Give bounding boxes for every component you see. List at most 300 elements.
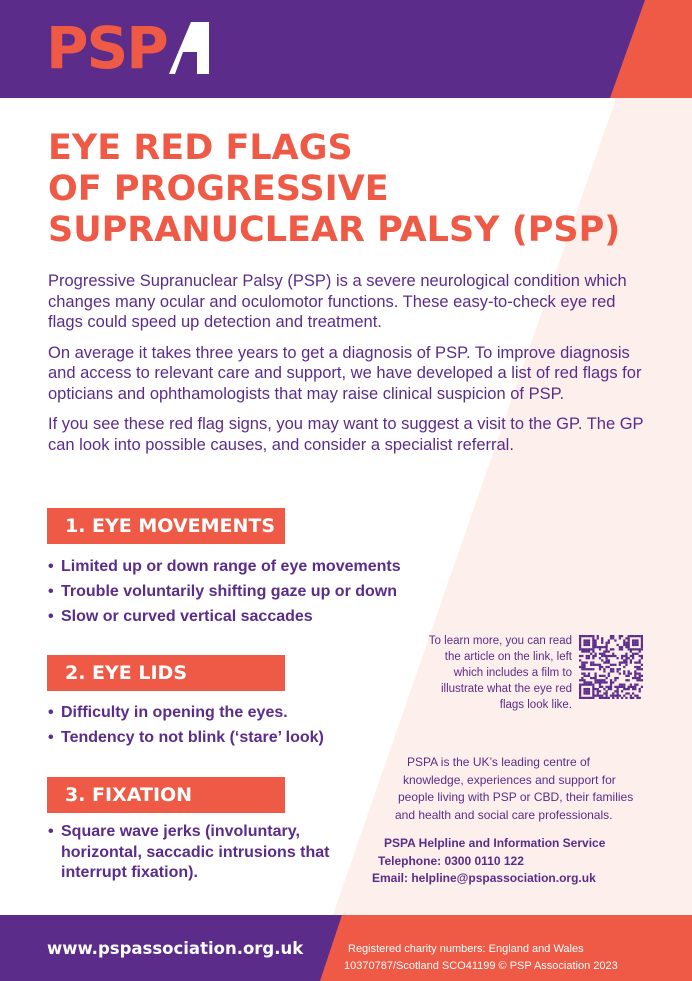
qr-module: [641, 646, 643, 648]
registration-line: Registered charity numbers: England and Wales: [348, 943, 584, 955]
qr-module: [621, 655, 623, 657]
logo-slash-a-mark: [169, 22, 209, 74]
qr-module: [586, 650, 588, 652]
qr-module: [625, 655, 627, 657]
qr-module: [634, 673, 636, 675]
qr-module: [617, 692, 619, 694]
eye-lids-list: [48, 700, 324, 750]
list-item: • Limited up or down range of eye movements: [48, 554, 401, 579]
qr-module: [583, 666, 585, 668]
qr-module: [579, 692, 581, 694]
qr-module: [623, 684, 625, 686]
qr-module: [634, 695, 636, 697]
qr-module: [579, 637, 581, 639]
qr-module: [625, 657, 627, 659]
qr-module: [599, 648, 601, 650]
qr-module: [628, 675, 630, 677]
qr-module: [636, 648, 638, 650]
qr-module: [590, 648, 592, 650]
qr-module: [592, 677, 594, 679]
qr-module: [579, 644, 581, 646]
qr-module: [592, 661, 594, 663]
about-line: PSPA is the UK’s leading centre of: [407, 755, 590, 769]
qr-module: [632, 648, 634, 650]
helpline-service: PSPA Helpline and Information Service: [384, 836, 606, 850]
qr-module: [579, 697, 581, 699]
qr-module: [583, 635, 585, 637]
qr-module: [599, 695, 601, 697]
qr-module: [605, 677, 607, 679]
qr-module: [636, 642, 638, 644]
qr-module: [586, 684, 588, 686]
qr-module: [601, 681, 603, 683]
qr-module: [586, 692, 588, 694]
qr-module: [583, 642, 585, 644]
qr-module: [617, 695, 619, 697]
qr-module: [588, 648, 590, 650]
qr-module: [579, 639, 581, 641]
qr-module: [608, 661, 610, 663]
qr-module: [632, 692, 634, 694]
qr-module: [628, 679, 630, 681]
qr-module: [641, 644, 643, 646]
qr-module: [603, 668, 605, 670]
qr-module: [597, 690, 599, 692]
qr-module: [608, 697, 610, 699]
qr-module: [586, 661, 588, 663]
qr-module: [601, 659, 603, 661]
qr-module: [599, 679, 601, 681]
qr-module: [581, 697, 583, 699]
qr-module: [603, 670, 605, 672]
qr-module: [608, 686, 610, 688]
qr-module: [623, 642, 625, 644]
qr-module: [632, 635, 634, 637]
qr-module: [636, 697, 638, 699]
qr-module: [630, 686, 632, 688]
qr-module: [590, 635, 592, 637]
qr-module: [581, 666, 583, 668]
qr-module: [590, 668, 592, 670]
qr-module: [583, 644, 585, 646]
qr-module: [623, 666, 625, 668]
qr-module: [586, 655, 588, 657]
qr-module: [610, 670, 612, 672]
qr-module: [605, 650, 607, 652]
qr-module: [634, 661, 636, 663]
qr-module: [603, 697, 605, 699]
qr-module: [583, 664, 585, 666]
qr-module: [605, 666, 607, 668]
qr-module: [610, 648, 612, 650]
qr-module: [605, 692, 607, 694]
qr-module: [588, 657, 590, 659]
qr-module: [641, 635, 643, 637]
title-line-3: SUPRANUCLEAR PALSY (PSP): [48, 210, 621, 250]
qr-module: [632, 686, 634, 688]
qr-module: [601, 695, 603, 697]
qr-module: [634, 666, 636, 668]
qr-module: [601, 679, 603, 681]
qr-module: [636, 661, 638, 663]
qr-module: [623, 644, 625, 646]
qr-module: [594, 644, 596, 646]
qr-module: [639, 688, 641, 690]
qr-module: [601, 686, 603, 688]
qr-module: [605, 657, 607, 659]
qr-module: [639, 635, 641, 637]
qr-module: [581, 673, 583, 675]
qr-module: [623, 673, 625, 675]
list-item: • Slow or curved vertical saccades: [48, 604, 401, 629]
email[interactable]: Email: helpline@pspassociation.org.uk: [372, 871, 596, 885]
qr-module: [619, 684, 621, 686]
qr-module: [625, 637, 627, 639]
qr-module: [583, 639, 585, 641]
qr-module: [639, 668, 641, 670]
telephone[interactable]: Telephone: 0300 0110 122: [378, 853, 524, 868]
qr-module: [594, 673, 596, 675]
qr-module: [590, 653, 592, 655]
qr-module: [592, 635, 594, 637]
qr-module: [592, 655, 594, 657]
qr-module: [636, 695, 638, 697]
qr-module: [628, 644, 630, 646]
qr-module: [579, 655, 581, 657]
qr-module: [612, 681, 614, 683]
qr-module: [592, 697, 594, 699]
qr-module: [612, 664, 614, 666]
qr-module: [617, 697, 619, 699]
qr-module: [586, 644, 588, 646]
qr-module: [608, 688, 610, 690]
qr-module: [614, 679, 616, 681]
qr-module: [586, 642, 588, 644]
qr-module: [586, 668, 588, 670]
qr-module: [619, 695, 621, 697]
qr-module: [588, 675, 590, 677]
qr-module: [599, 675, 601, 677]
qr-module: [583, 668, 585, 670]
qr-module: [579, 688, 581, 690]
qr-module: [588, 642, 590, 644]
qr-module: [636, 673, 638, 675]
qr-module: [597, 664, 599, 666]
qr-module: [581, 668, 583, 670]
qr-module: [641, 637, 643, 639]
list-item: • Square wave jerks (involuntary, horizontal, saccadic intrusions that interrupt fixation).: [48, 822, 338, 884]
qr-module: [636, 666, 638, 668]
qr-module: [628, 692, 630, 694]
qr-module: [621, 635, 623, 637]
qr-module: [610, 637, 612, 639]
qr-module: [599, 686, 601, 688]
qr-module: [614, 664, 616, 666]
qr-module: [621, 646, 623, 648]
list-item: • Tendency to not blink (‘stare’ look): [48, 725, 324, 750]
qr-module: [630, 650, 632, 652]
qr-module: [592, 646, 594, 648]
qr-module: [641, 679, 643, 681]
qr-module: [625, 653, 627, 655]
qr-module: [594, 642, 596, 644]
qr-module: [590, 684, 592, 686]
qr-module: [579, 648, 581, 650]
qr-module: [621, 690, 623, 692]
qr-module: [612, 670, 614, 672]
qr-module: [588, 639, 590, 641]
qr-module: [592, 692, 594, 694]
qr-module: [630, 695, 632, 697]
qr-module: [594, 675, 596, 677]
qr-module: [579, 695, 581, 697]
eye-movements-list: [48, 554, 401, 629]
fixation-list: [48, 822, 338, 884]
qr-module: [608, 639, 610, 641]
qr-module: [603, 688, 605, 690]
qr-module: [610, 688, 612, 690]
qr-module: [619, 686, 621, 688]
qr-module: [632, 655, 634, 657]
qr-module: [599, 657, 601, 659]
qr-module: [636, 668, 638, 670]
qr-module: [586, 635, 588, 637]
qr-module: [634, 644, 636, 646]
qr-module: [623, 661, 625, 663]
qr-module: [581, 650, 583, 652]
about-line: people living with PSP or CBD, their families: [398, 790, 634, 804]
qr-module: [605, 642, 607, 644]
qr-module: [601, 646, 603, 648]
qr-module: [614, 686, 616, 688]
qr-module: [608, 642, 610, 644]
qr-module: [632, 642, 634, 644]
qr-module: [617, 668, 619, 670]
qr-module: [614, 695, 616, 697]
qr-module: [641, 668, 643, 670]
qr-module: [614, 690, 616, 692]
qr-module: [623, 686, 625, 688]
qr-module: [586, 681, 588, 683]
qr-module: [623, 639, 625, 641]
qr-module: [632, 677, 634, 679]
qr-module: [592, 664, 594, 666]
qr-module: [588, 681, 590, 683]
qr-module: [601, 642, 603, 644]
qr-module: [625, 664, 627, 666]
qr-module: [605, 644, 607, 646]
qr-module: [612, 653, 614, 655]
qr-module: [612, 695, 614, 697]
list-item: • Difficulty in opening the eyes.: [48, 700, 324, 725]
qr-module: [612, 692, 614, 694]
qr-module: [586, 648, 588, 650]
qr-module: [623, 659, 625, 661]
qr-module: [639, 661, 641, 663]
qr-module: [634, 642, 636, 644]
qr-module: [634, 688, 636, 690]
qr-module: [581, 635, 583, 637]
qr-module: [632, 697, 634, 699]
qr-module: [625, 661, 627, 663]
qr-module: [583, 684, 585, 686]
qr-module: [590, 681, 592, 683]
qr-module: [628, 635, 630, 637]
qr-module: [619, 661, 621, 663]
qr-module: [641, 642, 643, 644]
qr-module: [621, 686, 623, 688]
qr-module: [599, 684, 601, 686]
qr-module: [639, 690, 641, 692]
qr-module: [594, 695, 596, 697]
qr-module: [603, 646, 605, 648]
website-link[interactable]: www.pspassociation.org.uk: [47, 939, 304, 958]
qr-module: [586, 639, 588, 641]
qr-module: [610, 681, 612, 683]
qr-module: [639, 679, 641, 681]
qr-module: [601, 675, 603, 677]
qr-module: [590, 661, 592, 663]
qr-module: [583, 697, 585, 699]
qr-module: [581, 677, 583, 679]
qr-module: [594, 639, 596, 641]
qr-module: [641, 639, 643, 641]
qr-module: [628, 670, 630, 672]
qr-caption: To learn more, you can read the article on the link, left which includes a film to illustrate what the eye red flags look like.: [428, 635, 572, 711]
qr-module: [599, 681, 601, 683]
qr-module: [608, 655, 610, 657]
qr-module: [581, 664, 583, 666]
qr-module: [586, 657, 588, 659]
qr-module: [588, 635, 590, 637]
qr-module: [597, 681, 599, 683]
qr-module: [619, 637, 621, 639]
qr-module: [605, 646, 607, 648]
qr-module: [590, 677, 592, 679]
qr-module: [612, 637, 614, 639]
qr-module: [583, 690, 585, 692]
qr-module: [639, 650, 641, 652]
qr-module: [617, 688, 619, 690]
qr-code[interactable]: [579, 635, 643, 699]
qr-module: [597, 646, 599, 648]
qr-module: [599, 664, 601, 666]
qr-module: [592, 695, 594, 697]
qr-module: [625, 642, 627, 644]
qr-module: [586, 688, 588, 690]
qr-module: [621, 697, 623, 699]
qr-module: [625, 679, 627, 681]
qr-module: [608, 659, 610, 661]
qr-module: [619, 635, 621, 637]
qr-module: [630, 655, 632, 657]
qr-module: [588, 655, 590, 657]
qr-module: [608, 666, 610, 668]
qr-module: [586, 690, 588, 692]
qr-module: [612, 697, 614, 699]
qr-module: [634, 684, 636, 686]
qr-module: [603, 679, 605, 681]
section-heading-fixation: 3. FIXATION: [47, 777, 285, 813]
page-title: [48, 128, 688, 251]
qr-module: [588, 650, 590, 652]
qr-module: [634, 675, 636, 677]
qr-module: [594, 688, 596, 690]
qr-module: [628, 637, 630, 639]
qr-module: [581, 679, 583, 681]
qr-module: [597, 692, 599, 694]
contact-info: [372, 835, 672, 888]
qr-module: [632, 653, 634, 655]
qr-module: [608, 650, 610, 652]
qr-module: [599, 668, 601, 670]
intro-paragraph-3: If you see these red flag signs, you may want to suggest a visit to the GP. The GP can look into possible causes, and consider a specialist referral.: [48, 415, 644, 454]
qr-module: [599, 697, 601, 699]
qr-module: [592, 668, 594, 670]
qr-module: [583, 681, 585, 683]
qr-module: [623, 655, 625, 657]
qr-module: [625, 697, 627, 699]
qr-module: [612, 635, 614, 637]
qr-module: [621, 661, 623, 663]
qr-module: [617, 657, 619, 659]
pspa-logo: [46, 14, 209, 82]
qr-module: [603, 650, 605, 652]
title-line-1: EYE RED FLAGS: [48, 128, 353, 168]
qr-module: [623, 670, 625, 672]
qr-module: [579, 646, 581, 648]
qr-module: [581, 684, 583, 686]
qr-module: [601, 653, 603, 655]
qr-module: [599, 690, 601, 692]
qr-module: [590, 697, 592, 699]
qr-module: [630, 697, 632, 699]
qr-module: [601, 639, 603, 641]
qr-module: [621, 657, 623, 659]
qr-module: [634, 639, 636, 641]
qr-module: [579, 635, 581, 637]
qr-module: [625, 644, 627, 646]
qr-module: [594, 681, 596, 683]
qr-module: [594, 677, 596, 679]
qr-module: [610, 686, 612, 688]
qr-module: [625, 659, 627, 661]
qr-module: [639, 697, 641, 699]
qr-module: [628, 657, 630, 659]
qr-module: [579, 686, 581, 688]
title-line-2: OF PROGRESSIVE: [48, 169, 389, 209]
qr-module: [603, 653, 605, 655]
qr-module: [632, 644, 634, 646]
qr-module: [601, 655, 603, 657]
qr-module: [592, 690, 594, 692]
qr-module: [588, 688, 590, 690]
qr-module: [617, 690, 619, 692]
qr-module: [605, 661, 607, 663]
qr-module: [592, 684, 594, 686]
qr-module: [581, 661, 583, 663]
qr-module: [623, 695, 625, 697]
qr-module: [632, 688, 634, 690]
qr-module: [623, 688, 625, 690]
qr-module: [617, 644, 619, 646]
qr-module: [634, 686, 636, 688]
qr-module: [639, 673, 641, 675]
qr-module: [639, 648, 641, 650]
qr-module: [636, 635, 638, 637]
logo-text: PSP: [46, 14, 167, 82]
qr-module: [605, 697, 607, 699]
